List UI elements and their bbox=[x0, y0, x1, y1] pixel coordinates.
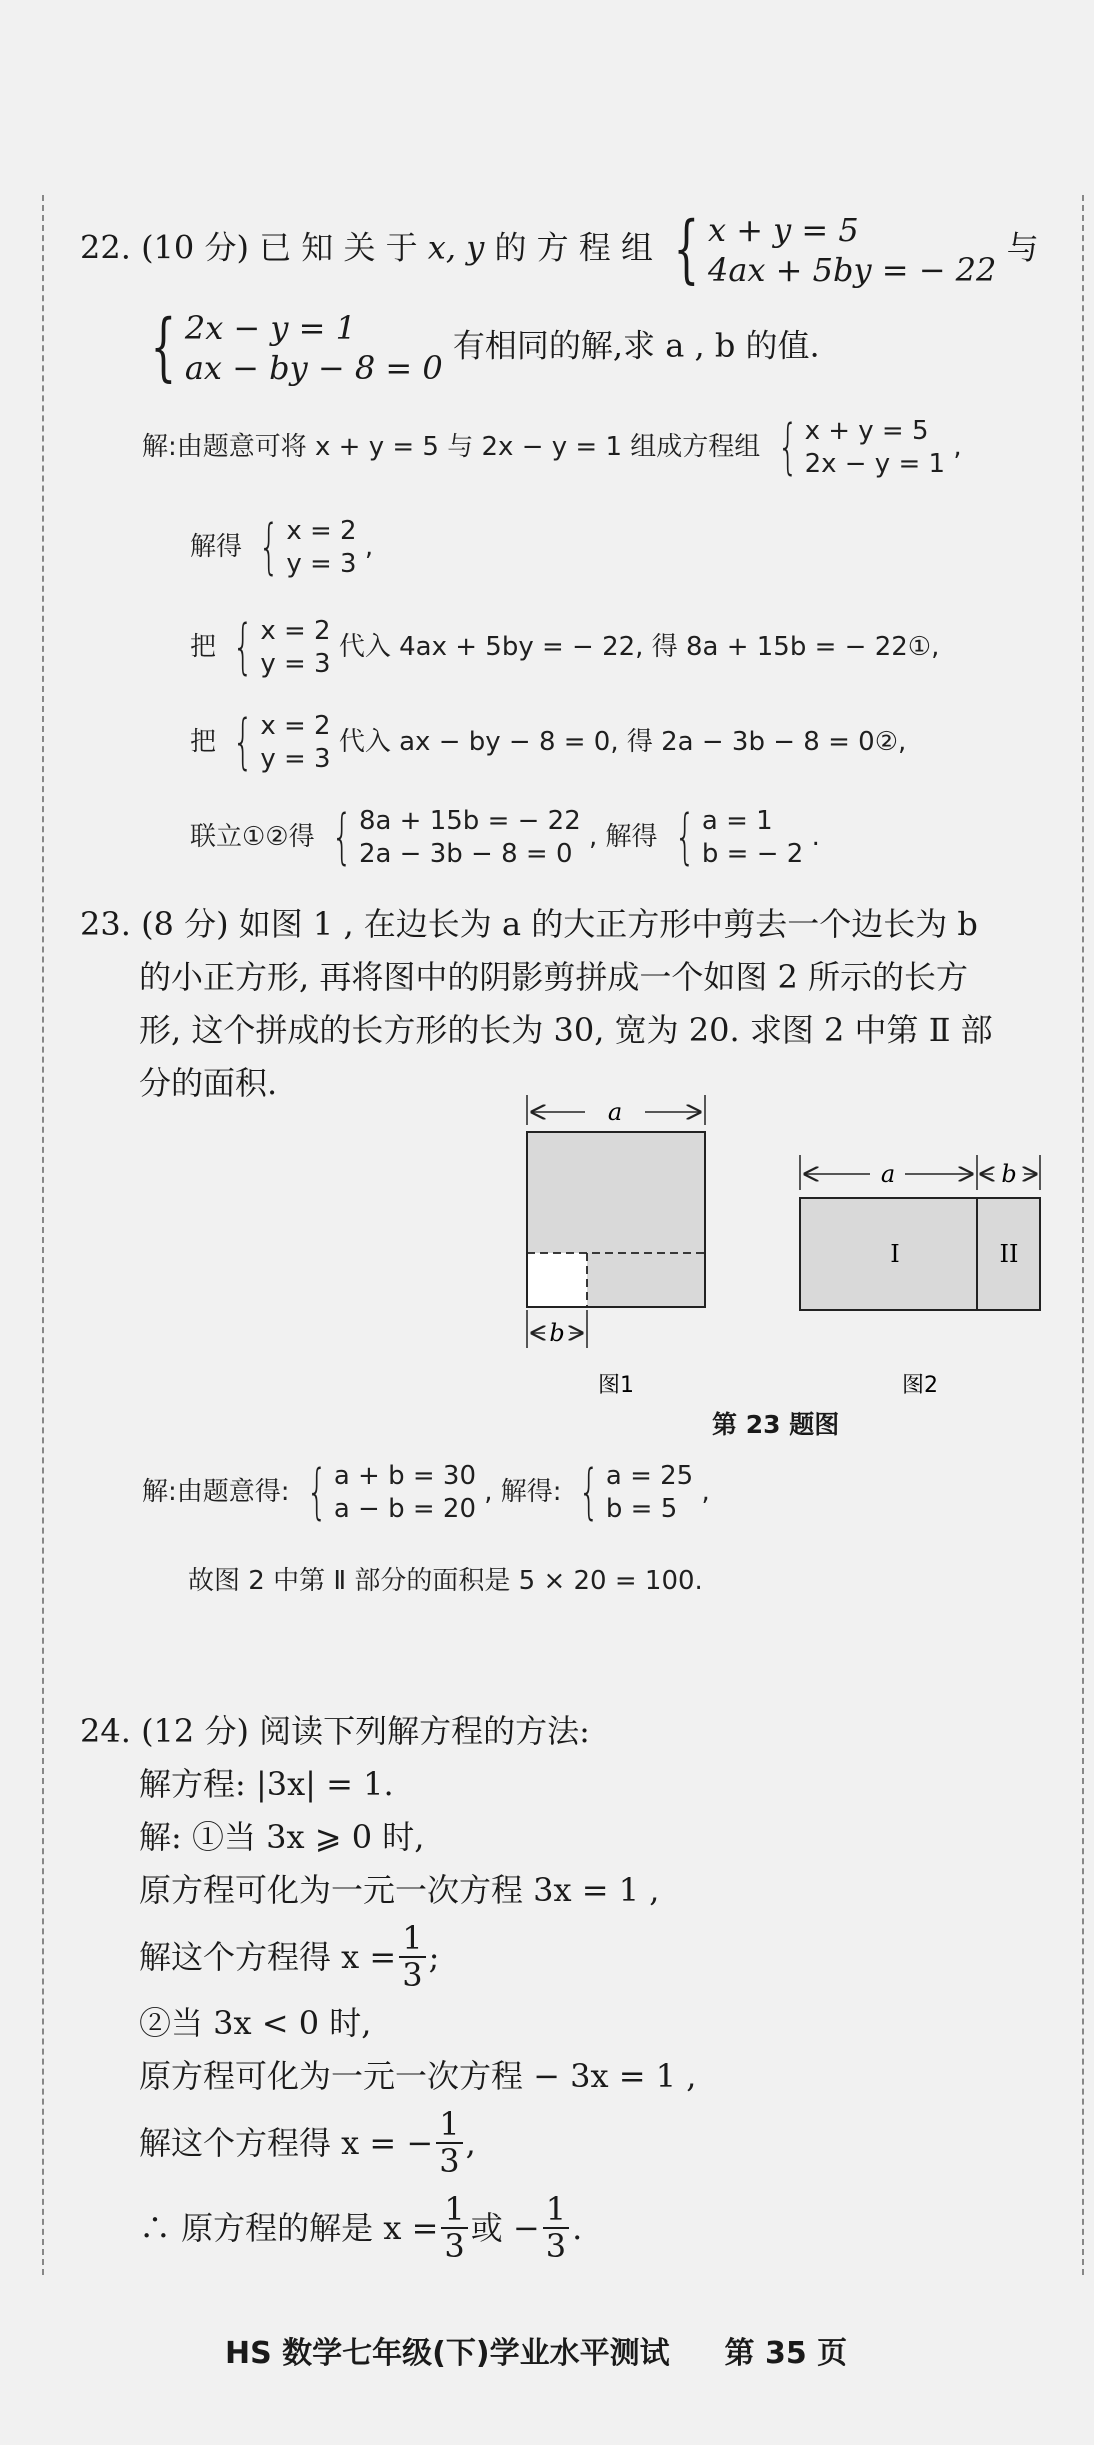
fig1-caption: 图1 bbox=[598, 1373, 634, 1398]
q23-sol-l1-system bbox=[298, 1456, 476, 1527]
q23-sol-l1-eq1: a + b = 30 bbox=[333, 1461, 476, 1491]
brace-glyph: { bbox=[232, 706, 254, 777]
q23-line1: (8 分) 如图 1 , 在边长为 a 的大正方形中剪去一个边长为 b bbox=[141, 905, 978, 943]
q24-line7 bbox=[80, 2103, 696, 2183]
q23-sol-l1-res2: b = 5 bbox=[605, 1493, 678, 1524]
q24-line1: 解方程: |3x| = 1. bbox=[139, 1765, 394, 1803]
q22-conj: 与 bbox=[1006, 228, 1039, 267]
q23-line4: 分的面积. bbox=[139, 1064, 278, 1102]
q22-line1 bbox=[80, 207, 1039, 293]
q24-l4-text: 解这个方程得 x = bbox=[139, 1937, 397, 1976]
q22-sol-l2-text: 解得 bbox=[190, 532, 243, 562]
q24-l8-den1: 3 bbox=[444, 2227, 465, 2265]
q22-sol-l2-system bbox=[250, 511, 357, 582]
q22-vars: x, y bbox=[427, 228, 485, 267]
q22-sol-l5-eq1: 8a + 15b = − 22 bbox=[358, 806, 581, 836]
q23-figures bbox=[500, 1090, 1060, 1440]
figure-1 bbox=[527, 1095, 705, 1398]
brace-glyph: { bbox=[306, 1456, 328, 1527]
fig2-label-a: a bbox=[880, 1160, 896, 1188]
q24-l8-text: ∴ 原方程的解是 x = bbox=[139, 2208, 439, 2247]
q24-number: 24. bbox=[80, 1712, 131, 1750]
q22-system1 bbox=[663, 207, 997, 293]
footer-page-number: 第 35 页 bbox=[724, 2336, 848, 2371]
q24-l7-text: 解这个方程得 x = − bbox=[139, 2123, 434, 2162]
q24-title: (12 分) 阅读下列解方程的方法: bbox=[141, 1712, 590, 1750]
q24-line5: ②当 3x < 0 时, bbox=[139, 2004, 372, 2042]
q22-sol-l5-text: 联立①②得 bbox=[190, 822, 315, 852]
q22-sys2-eq1: 2x − y = 1 bbox=[184, 309, 356, 347]
q24-l8-fraction1 bbox=[441, 2189, 467, 2265]
q22-sys2-eq2: ax − by − 8 = 0 bbox=[184, 349, 443, 387]
q22-sol-l1-system bbox=[769, 411, 946, 482]
q24-l8-num2: 1 bbox=[543, 2192, 569, 2229]
q24-l8-mid: 或 − bbox=[470, 2208, 540, 2247]
q23-sol-line2: 故图 2 中第 Ⅱ 部分的面积是 5 × 20 = 100. bbox=[188, 1566, 703, 1596]
brace-glyph: { bbox=[150, 305, 177, 391]
q23-sol-l1-text: 解:由题意得: bbox=[142, 1477, 290, 1507]
q22-sol-l1-text: 解:由题意可将 x + y = 5 与 2x − y = 1 组成方程组 bbox=[142, 432, 761, 462]
q24-line8 bbox=[80, 2183, 696, 2273]
q22-sol-l5-mid: , 解得 bbox=[589, 822, 658, 852]
q22-sol-line5 bbox=[190, 801, 820, 872]
brace-glyph: { bbox=[258, 511, 280, 582]
q24-line3: 原方程可化为一元一次方程 3x = 1 , bbox=[139, 1871, 660, 1909]
q24-l8-den2: 3 bbox=[545, 2227, 567, 2265]
q22-sol-l4-eq2: y = 3 bbox=[260, 743, 331, 774]
q22-sol-line4 bbox=[190, 706, 907, 777]
brace-glyph: { bbox=[674, 801, 696, 872]
q24-l4-fraction bbox=[399, 1918, 425, 1994]
q22-sol-line3 bbox=[190, 611, 940, 682]
q22-sol-l3-text: 把 bbox=[190, 632, 217, 662]
q24-line2: 解: ①当 3x ⩾ 0 时, bbox=[139, 1818, 425, 1856]
q22-sol-l4-end: 代入 ax − by − 8 = 0, 得 2a − 3b − 8 = 0②, bbox=[338, 727, 907, 757]
q22-sol-l5-system2 bbox=[666, 801, 804, 872]
q22-intro: (10 分) 已 知 关 于 bbox=[141, 228, 418, 267]
q24-l7-den: 3 bbox=[439, 2142, 460, 2180]
q22-number: 22. bbox=[80, 228, 131, 267]
fig2-caption: 图2 bbox=[902, 1373, 938, 1398]
q22-sol-l2-eq2: y = 3 bbox=[286, 548, 357, 579]
q23-sol-l1-end: , bbox=[701, 1477, 710, 1507]
brace-glyph: { bbox=[331, 801, 353, 872]
q22-sol-l1-eq2: 2x − y = 1 bbox=[804, 448, 946, 479]
q23-sol-l1-system2 bbox=[570, 1456, 694, 1527]
q23-sol-l1-res1: a = 25 bbox=[605, 1461, 694, 1491]
q24-line4 bbox=[80, 1917, 696, 1997]
fig1-label-b: b bbox=[549, 1319, 565, 1347]
brace-glyph: { bbox=[578, 1456, 600, 1527]
q22-sol-l4-system bbox=[224, 706, 331, 777]
q24-l8-end: . bbox=[572, 2208, 583, 2247]
page-footer bbox=[225, 2328, 847, 2372]
q22-sol-l4-text: 把 bbox=[190, 727, 217, 757]
q22-tail: 有相同的解,求 a , b 的值. bbox=[452, 326, 820, 365]
q22-sol-l5-end: . bbox=[811, 822, 820, 852]
q22-sol-l1-eq1: x + y = 5 bbox=[804, 416, 929, 446]
footer-title: HS 数学七年级(下)学业水平测试 bbox=[225, 2336, 670, 2371]
q22-sol-line1 bbox=[142, 411, 962, 482]
q22-sol-l3-eq2: y = 3 bbox=[260, 648, 331, 679]
fig1-label-a: a bbox=[607, 1098, 623, 1126]
q23-text bbox=[80, 898, 993, 1110]
q24-l7-end: , bbox=[465, 2123, 476, 2162]
q22-sol-l2-eq1: x = 2 bbox=[286, 516, 357, 546]
brace-glyph: { bbox=[673, 207, 700, 293]
q24-l7-num: 1 bbox=[436, 2107, 462, 2144]
brace-glyph: { bbox=[232, 611, 254, 682]
q22-system2 bbox=[140, 305, 443, 391]
q22-sys1-eq1: x + y = 5 bbox=[707, 211, 859, 249]
q22-sol-line2 bbox=[190, 511, 374, 582]
q23-number: 23. bbox=[80, 905, 131, 943]
q24-l4-num: 1 bbox=[399, 1921, 425, 1958]
q22-sol-l5-res1: a = 1 bbox=[701, 806, 773, 836]
q22-sol-l5-system bbox=[323, 801, 581, 872]
q22-sol-l4-eq1: x = 2 bbox=[260, 711, 331, 741]
q22-sol-l3-end: 代入 4ax + 5by = − 22, 得 8a + 15b = − 22①, bbox=[338, 632, 940, 662]
fig2-region-2: II bbox=[999, 1240, 1019, 1268]
q22-mid: 的 方 程 组 bbox=[494, 228, 653, 267]
q24-l8-num1: 1 bbox=[441, 2192, 467, 2229]
fig2-label-b: b bbox=[1001, 1160, 1017, 1188]
q22-sol-l2-end: , bbox=[364, 532, 374, 562]
q22-sol-l5-eq2: 2a − 3b − 8 = 0 bbox=[358, 838, 573, 869]
q24-l7-fraction bbox=[436, 2104, 462, 2180]
figure-2 bbox=[800, 1155, 1040, 1398]
q24-block bbox=[80, 1705, 696, 2273]
q23-figure-caption: 第 23 题图 bbox=[712, 1410, 840, 1439]
brace-glyph: { bbox=[777, 411, 799, 482]
q22-sol-l1-end: , bbox=[953, 432, 962, 462]
right-margin-line bbox=[1082, 195, 1084, 2275]
q24-line6: 原方程可化为一元一次方程 − 3x = 1 , bbox=[139, 2057, 697, 2095]
q22-sol-l3-system bbox=[224, 611, 331, 682]
q24-l4-den: 3 bbox=[402, 1956, 423, 1994]
q23-line3: 形, 这个拼成的长方形的长为 30, 宽为 20. 求图 2 中第 Ⅱ 部 bbox=[139, 1011, 993, 1049]
q22-sys1-eq2: 4ax + 5by = − 22 bbox=[707, 251, 997, 289]
q23-sol-line1 bbox=[142, 1456, 710, 1527]
q23-line2: 的小正方形, 再将图中的阴影剪拼成一个如图 2 所示的长方 bbox=[139, 958, 969, 996]
q23-sol-l1-mid: , 解得: bbox=[484, 1477, 562, 1507]
q22-sol-l5-res2: b = − 2 bbox=[701, 838, 804, 869]
q23-sol-l1-eq2: a − b = 20 bbox=[333, 1493, 476, 1524]
fig2-region-1: I bbox=[890, 1240, 900, 1268]
q24-l8-fraction2 bbox=[543, 2189, 569, 2265]
left-margin-line bbox=[42, 195, 44, 2275]
q22-sol-l3-eq1: x = 2 bbox=[260, 616, 331, 646]
q24-l4-end: ; bbox=[428, 1937, 440, 1976]
q22-line2 bbox=[140, 305, 820, 391]
